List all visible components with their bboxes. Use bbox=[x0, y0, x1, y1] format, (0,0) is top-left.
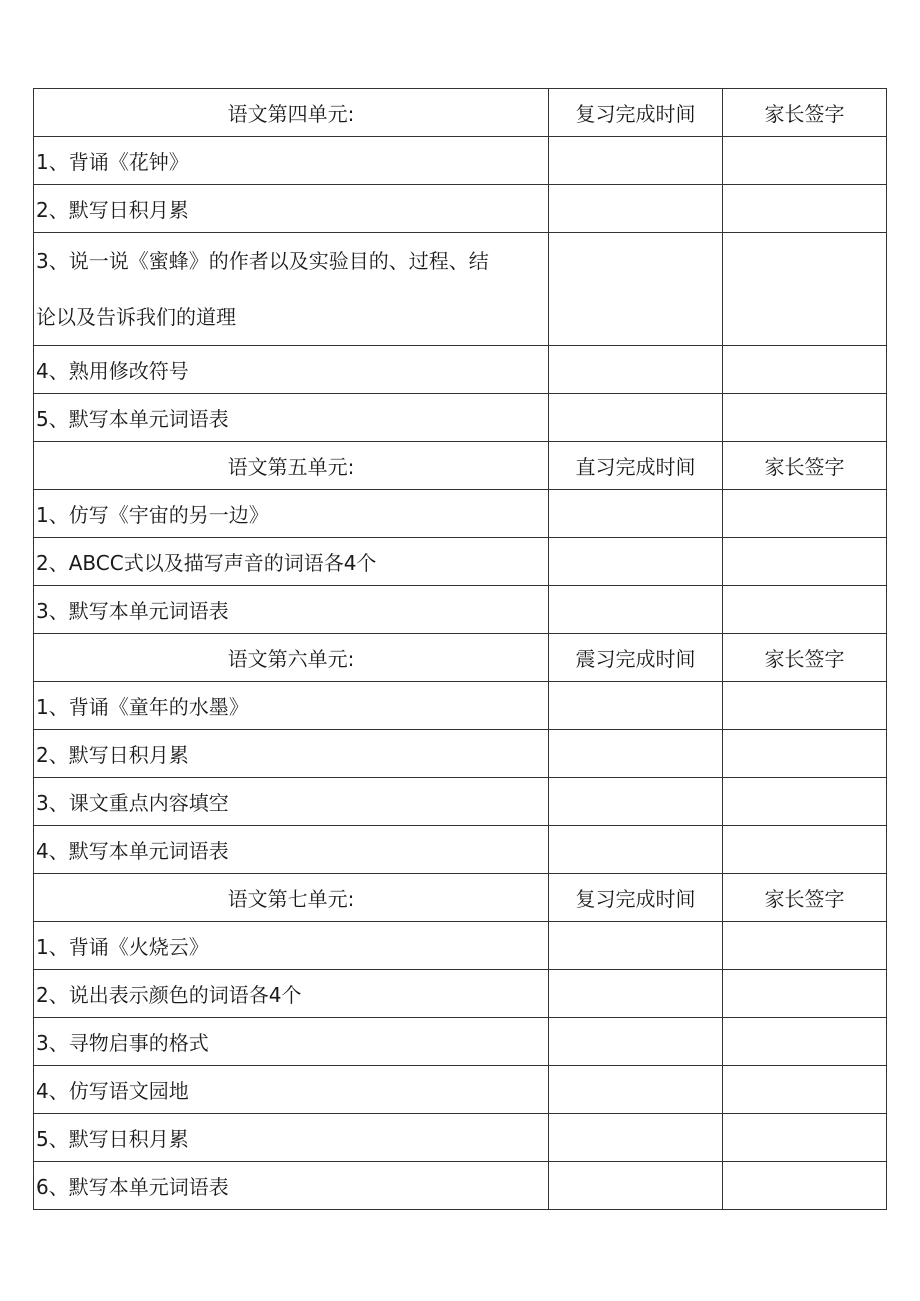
task-text: 1、仿写《宇宙的另一边》 bbox=[34, 490, 549, 538]
review-time-cell bbox=[549, 233, 723, 346]
task-text: 4、默写本单元词语表 bbox=[34, 826, 549, 874]
task-text: 5、默写本单元词语表 bbox=[34, 394, 549, 442]
parent-signature-cell bbox=[723, 730, 887, 778]
task-text: 2、ABCC式以及描写声音的词语各4个 bbox=[34, 538, 549, 586]
task-row bbox=[34, 490, 887, 538]
parent-signature-cell bbox=[723, 1114, 887, 1162]
task-text: 1、背诵《火烧云》 bbox=[34, 922, 549, 970]
task-row bbox=[34, 730, 887, 778]
task-text: 5、默写日积月累 bbox=[34, 1114, 549, 1162]
review-time-header: 直习完成时间 bbox=[549, 442, 723, 490]
parent-signature-cell bbox=[723, 586, 887, 634]
task-row bbox=[34, 394, 887, 442]
review-time-cell bbox=[549, 538, 723, 586]
review-time-cell bbox=[549, 185, 723, 233]
task-text: 2、默写日积月累 bbox=[34, 730, 549, 778]
task-text: 4、仿写语文园地 bbox=[34, 1066, 549, 1114]
task-text: 3、说一说《蜜蜂》的作者以及实验目的、过程、结论以及告诉我们的道理 bbox=[34, 233, 549, 346]
parent-signature-cell bbox=[723, 346, 887, 394]
parent-signature-cell bbox=[723, 970, 887, 1018]
task-row bbox=[34, 1018, 887, 1066]
review-time-cell bbox=[549, 1162, 723, 1210]
review-time-header: 复习完成时间 bbox=[549, 874, 723, 922]
parent-signature-cell bbox=[723, 1018, 887, 1066]
parent-signature-header: 家长签字 bbox=[723, 442, 887, 490]
review-time-cell bbox=[549, 1066, 723, 1114]
task-text: 3、默写本单元词语表 bbox=[34, 586, 549, 634]
review-time-cell bbox=[549, 826, 723, 874]
task-row bbox=[34, 778, 887, 826]
review-time-cell bbox=[549, 682, 723, 730]
parent-signature-cell bbox=[723, 490, 887, 538]
parent-signature-cell bbox=[723, 185, 887, 233]
task-row bbox=[34, 826, 887, 874]
review-time-header: 复习完成时间 bbox=[549, 89, 723, 137]
task-row bbox=[34, 922, 887, 970]
parent-signature-header: 家长签字 bbox=[723, 874, 887, 922]
parent-signature-cell bbox=[723, 778, 887, 826]
task-row bbox=[34, 970, 887, 1018]
task-row bbox=[34, 346, 887, 394]
parent-signature-cell bbox=[723, 826, 887, 874]
parent-signature-cell bbox=[723, 1162, 887, 1210]
review-time-cell bbox=[549, 970, 723, 1018]
section-title: 语文第七单元: bbox=[34, 874, 549, 922]
task-text: 1、背诵《童年的水墨》 bbox=[34, 682, 549, 730]
parent-signature-cell bbox=[723, 922, 887, 970]
task-row bbox=[34, 185, 887, 233]
parent-signature-cell bbox=[723, 137, 887, 185]
review-time-cell bbox=[549, 730, 723, 778]
task-row bbox=[34, 1114, 887, 1162]
review-time-cell bbox=[549, 137, 723, 185]
review-checklist-table bbox=[33, 88, 887, 1210]
task-text: 4、熟用修改符号 bbox=[34, 346, 549, 394]
parent-signature-header: 家长签字 bbox=[723, 634, 887, 682]
task-row bbox=[34, 233, 887, 346]
task-text: 3、寻物启事的格式 bbox=[34, 1018, 549, 1066]
parent-signature-header: 家长签字 bbox=[723, 89, 887, 137]
section-header-row bbox=[34, 89, 887, 137]
review-time-cell bbox=[549, 346, 723, 394]
section-header-row bbox=[34, 442, 887, 490]
parent-signature-cell bbox=[723, 394, 887, 442]
task-text: 2、默写日积月累 bbox=[34, 185, 549, 233]
review-time-cell bbox=[549, 490, 723, 538]
task-row bbox=[34, 1066, 887, 1114]
section-header-row bbox=[34, 634, 887, 682]
task-row bbox=[34, 586, 887, 634]
task-row bbox=[34, 137, 887, 185]
review-time-cell bbox=[549, 922, 723, 970]
review-time-cell bbox=[549, 778, 723, 826]
review-time-header: 震习完成时间 bbox=[549, 634, 723, 682]
section-header-row bbox=[34, 874, 887, 922]
task-text: 2、说出表示颜色的词语各4个 bbox=[34, 970, 549, 1018]
section-title: 语文第五单元: bbox=[34, 442, 549, 490]
task-row bbox=[34, 538, 887, 586]
task-text: 1、背诵《花钟》 bbox=[34, 137, 549, 185]
task-text: 6、默写本单元词语表 bbox=[34, 1162, 549, 1210]
review-time-cell bbox=[549, 1114, 723, 1162]
parent-signature-cell bbox=[723, 682, 887, 730]
task-text: 3、课文重点内容填空 bbox=[34, 778, 549, 826]
section-title: 语文第六单元: bbox=[34, 634, 549, 682]
review-time-cell bbox=[549, 1018, 723, 1066]
parent-signature-cell bbox=[723, 233, 887, 346]
task-row bbox=[34, 682, 887, 730]
parent-signature-cell bbox=[723, 1066, 887, 1114]
task-row bbox=[34, 1162, 887, 1210]
section-title: 语文第四单元: bbox=[34, 89, 549, 137]
review-time-cell bbox=[549, 586, 723, 634]
parent-signature-cell bbox=[723, 538, 887, 586]
review-time-cell bbox=[549, 394, 723, 442]
